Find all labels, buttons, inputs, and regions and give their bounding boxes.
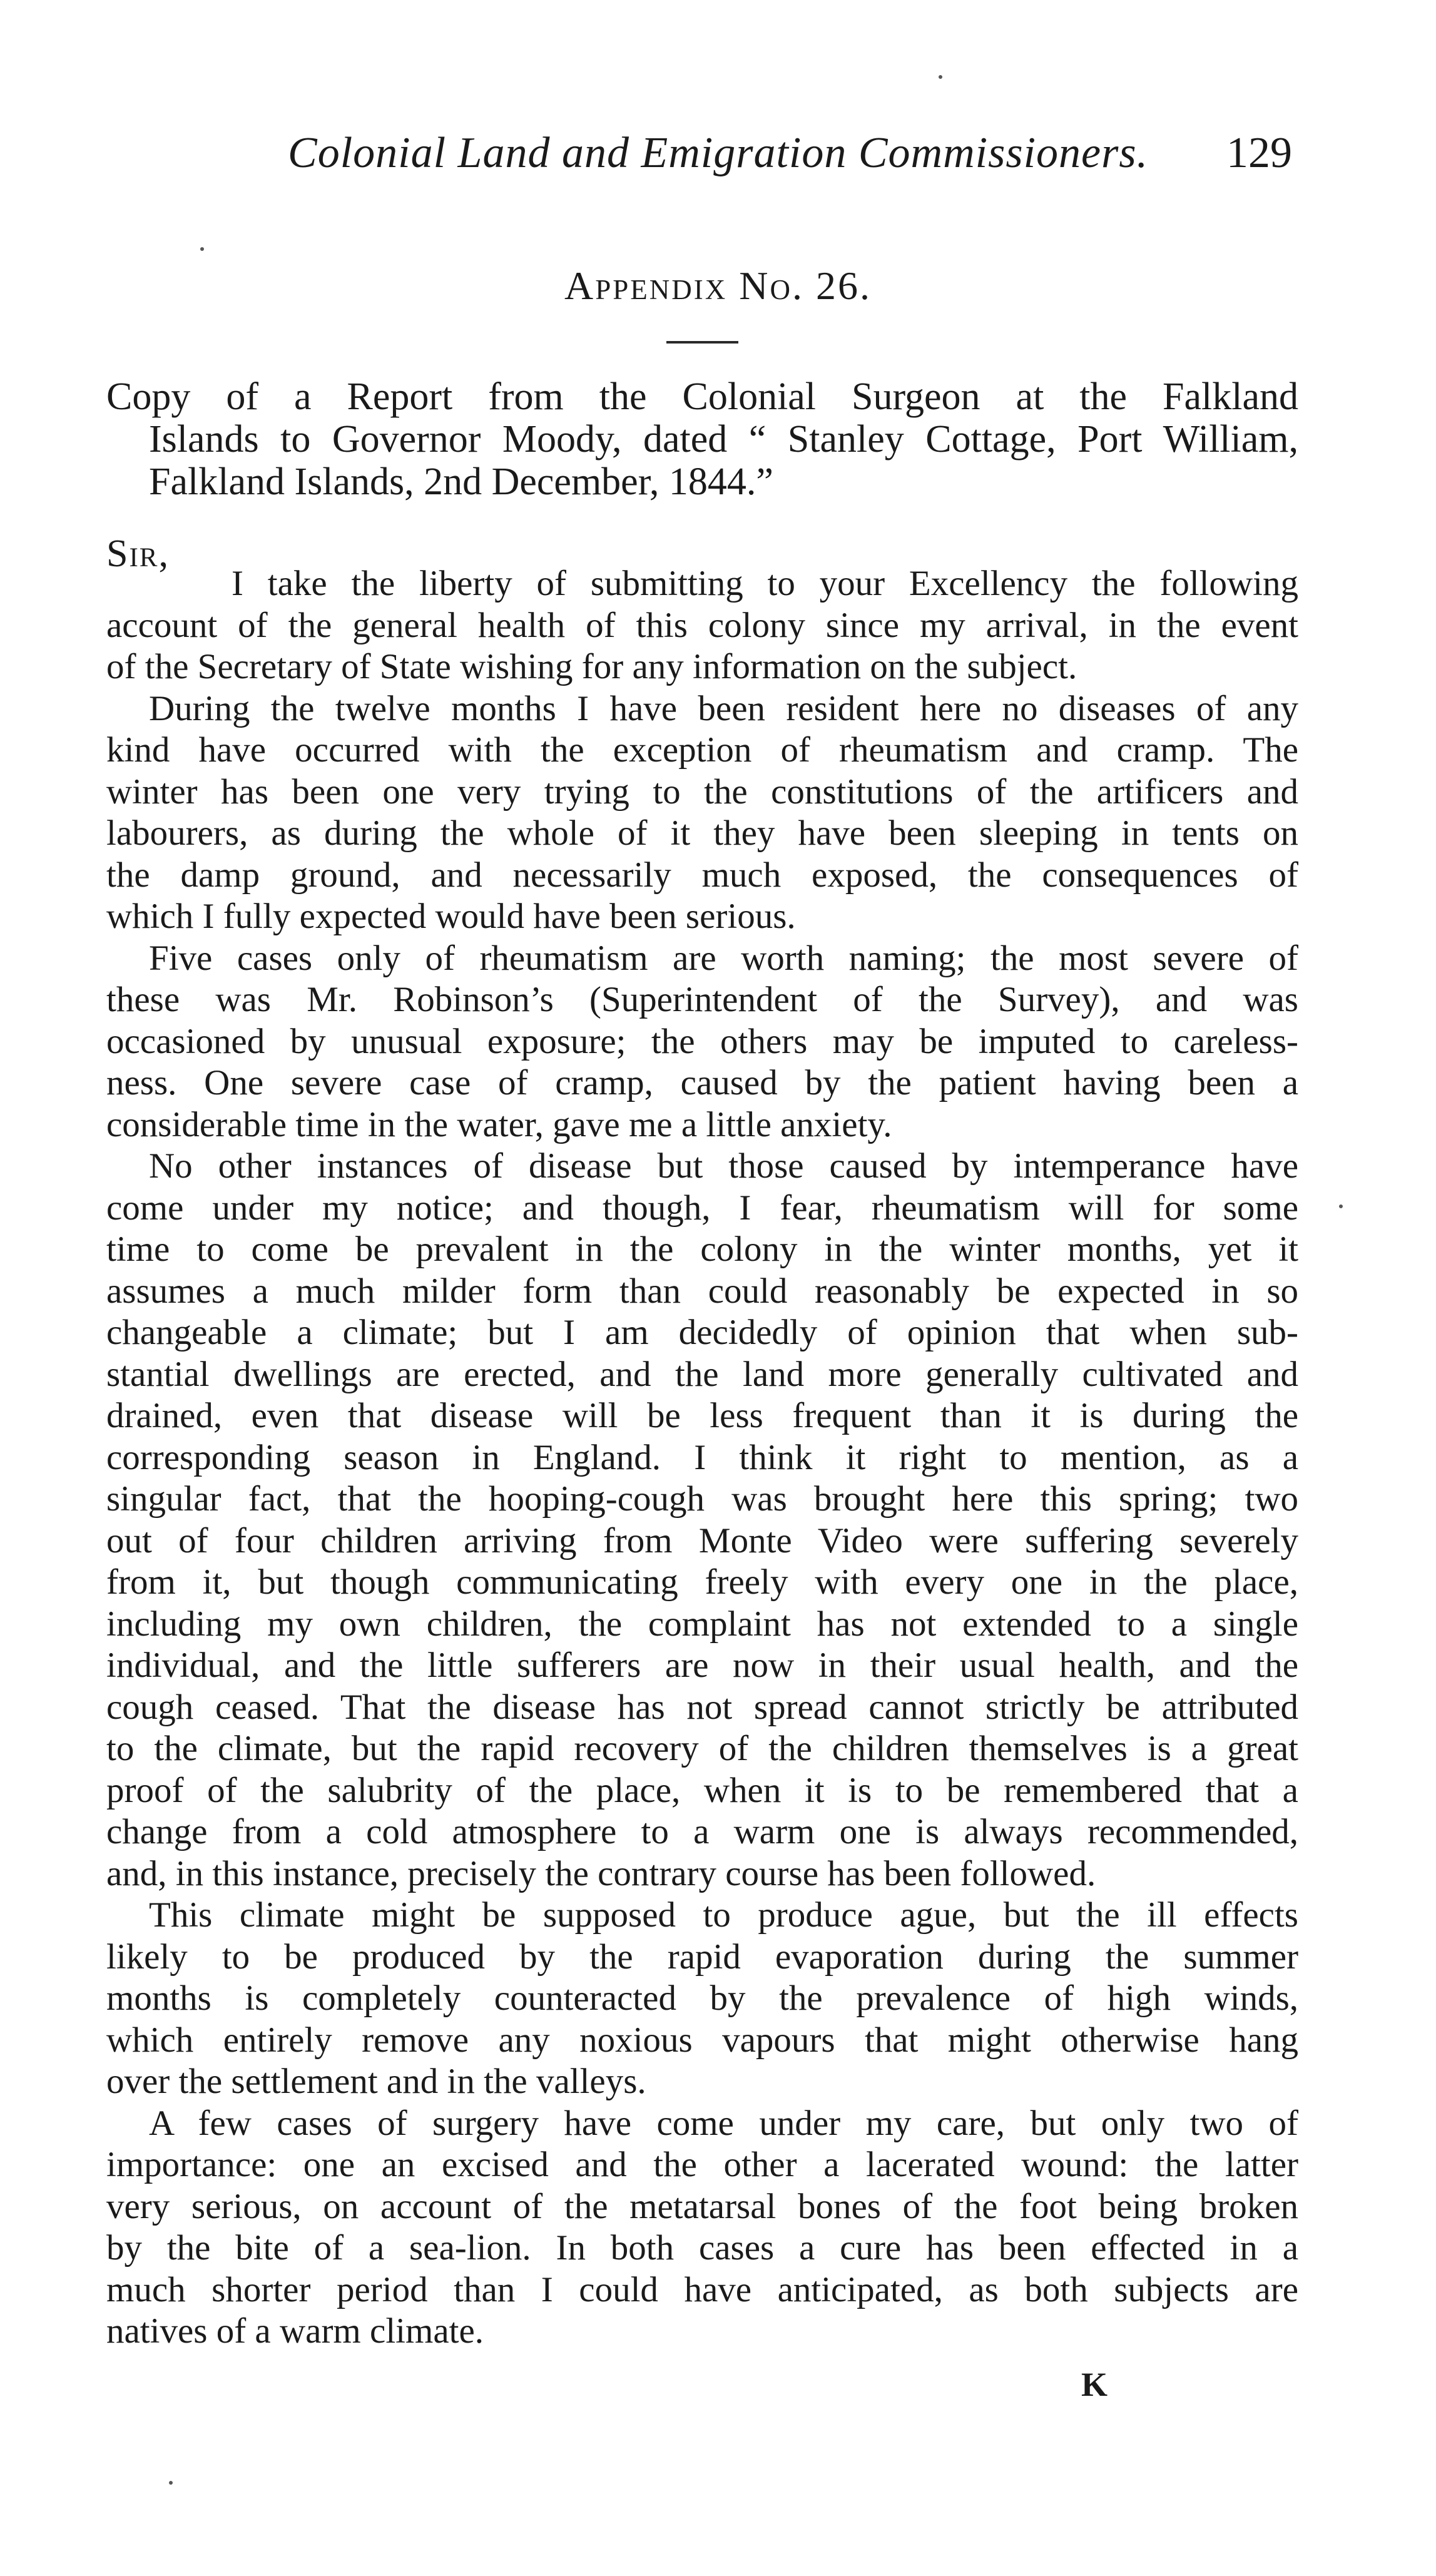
text-line: much shorter period than I could have anticipated, as both subjects are	[106, 2269, 1298, 2309]
text-line: proof of the salubrity of the place, when it is to be remembered that a	[106, 1770, 1298, 1810]
print-speck	[1339, 1204, 1343, 1208]
text-line: kind have occurred with the exception of rheumatism and cramp. The	[106, 730, 1298, 770]
text-line: change from a cold atmosphere to a warm one is always recommended,	[106, 1812, 1298, 1851]
text-line: considerable time in the water, gave me a little anxiety.	[106, 1104, 892, 1144]
text-line: No other instances of disease but those caused by intemperance have	[149, 1146, 1298, 1186]
paragraph	[106, 1895, 1298, 2103]
text-line: time to come be prevalent in the colony in the winter months, yet it	[106, 1229, 1298, 1269]
text-line: drained, even that disease will be less frequent than it is during the	[106, 1396, 1298, 1435]
text-line: natives of a warm climate.	[106, 2311, 484, 2351]
report-title-line: Islands to Governor Moody, dated “ Stanley Cottage, Port William,	[149, 418, 1298, 461]
text-line: During the twelve months I have been resident here no diseases of any	[149, 688, 1298, 728]
text-line: the damp ground, and necessarily much exposed, the consequences of	[106, 855, 1298, 895]
text-line: corresponding season in England. I think it right to mention, as a	[106, 1437, 1298, 1477]
report-title-line: Copy of a Report from the Colonial Surgeon at the Falkland	[106, 375, 1298, 418]
text-line: very serious, on account of the metatarsal bones of the foot being broken	[106, 2186, 1298, 2226]
paragraph	[106, 2103, 1298, 2353]
paragraph	[106, 938, 1298, 1146]
paragraph	[106, 688, 1298, 938]
text-line: of the Secretary of State wishing for any information on the subject.	[106, 647, 1077, 686]
text-line: come under my notice; and though, I fear, rheumatism will for some	[106, 1188, 1298, 1228]
text-line: account of the general health of this colony since my arrival, in the event	[106, 605, 1298, 645]
text-line: I take the liberty of submitting to your Excellency the following	[232, 564, 1298, 603]
text-line: which I fully expected would have been serious.	[106, 897, 796, 936]
text-line: A few cases of surgery have come under my care, but only two of	[149, 2103, 1298, 2143]
report-title-line: Falkland Islands, 2nd December, 1844.”	[149, 461, 773, 503]
text-line: from it, but though communicating freely with every one in the place,	[106, 1562, 1298, 1602]
text-line: cough ceased. That the disease has not spread cannot strictly be attributed	[106, 1687, 1298, 1727]
paragraph	[106, 563, 1298, 688]
salutation: Sir,	[106, 532, 170, 575]
text-line: assumes a much milder form than could reasonably be expected in so	[106, 1271, 1298, 1311]
text-line: including my own children, the complaint has not extended to a single	[106, 1604, 1298, 1644]
text-line: months is completely counteracted by the prevalence of high winds,	[106, 1978, 1298, 2018]
text-line: labourers, as during the whole of it they have been sleeping in tents on	[106, 813, 1298, 853]
text-line: over the settlement and in the valleys.	[106, 2062, 646, 2101]
paragraph	[106, 1146, 1298, 1895]
heading-rule	[666, 341, 738, 344]
text-line: winter has been one very trying to the constitutions of the artificers and	[106, 771, 1298, 812]
text-line: Five cases only of rheumatism are worth naming; the most severe of	[149, 938, 1298, 978]
print-speck	[939, 75, 942, 79]
print-speck	[200, 247, 204, 251]
text-line: individual, and the little sufferers are now in their usual health, and the	[106, 1646, 1298, 1685]
text-line: singular fact, that the hooping-cough was brought here this spring; two	[106, 1479, 1298, 1519]
text-line: to the climate, but the rapid recovery of the children themselves is a great	[106, 1729, 1298, 1768]
report-title	[106, 375, 1298, 503]
text-line: out of four children arriving from Monte Video were suffering severely	[106, 1520, 1298, 1560]
appendix-heading: Appendix No. 26.	[564, 263, 872, 308]
running-title: Colonial Land and Emigration Commissioners.	[288, 129, 1149, 177]
page-number: 129	[1226, 129, 1292, 177]
text-line: these was Mr. Robinson’s (Superintendent of the Survey), and was	[106, 980, 1298, 1019]
body-text	[106, 563, 1298, 2353]
text-line: stantial dwellings are erected, and the land more generally cultivated and	[106, 1354, 1298, 1394]
text-line: by the bite of a sea-lion. In both cases a cure has been effected in a	[106, 2228, 1298, 2268]
print-speck	[169, 2481, 173, 2485]
running-head	[106, 128, 1292, 185]
text-line: likely to be produced by the rapid evaporation during the summer	[106, 1937, 1298, 1977]
text-line: importance: one an excised and the other a lacerated wound: the latter	[106, 2145, 1298, 2184]
text-line: and, in this instance, precisely the contrary course has been followed.	[106, 1853, 1096, 1893]
text-line: ness. One severe case of cramp, caused by the patient having been a	[106, 1063, 1298, 1102]
text-line: occasioned by unusual exposure; the others may be imputed to careless-	[106, 1021, 1298, 1061]
text-line: changeable a climate; but I am decidedly of opinion that when sub-	[106, 1313, 1298, 1352]
text-line: This climate might be supposed to produce ague, but the ill effects	[149, 1895, 1298, 1935]
signature-mark: K	[1081, 2366, 1108, 2403]
text-line: which entirely remove any noxious vapours that might otherwise hang	[106, 2020, 1298, 2060]
